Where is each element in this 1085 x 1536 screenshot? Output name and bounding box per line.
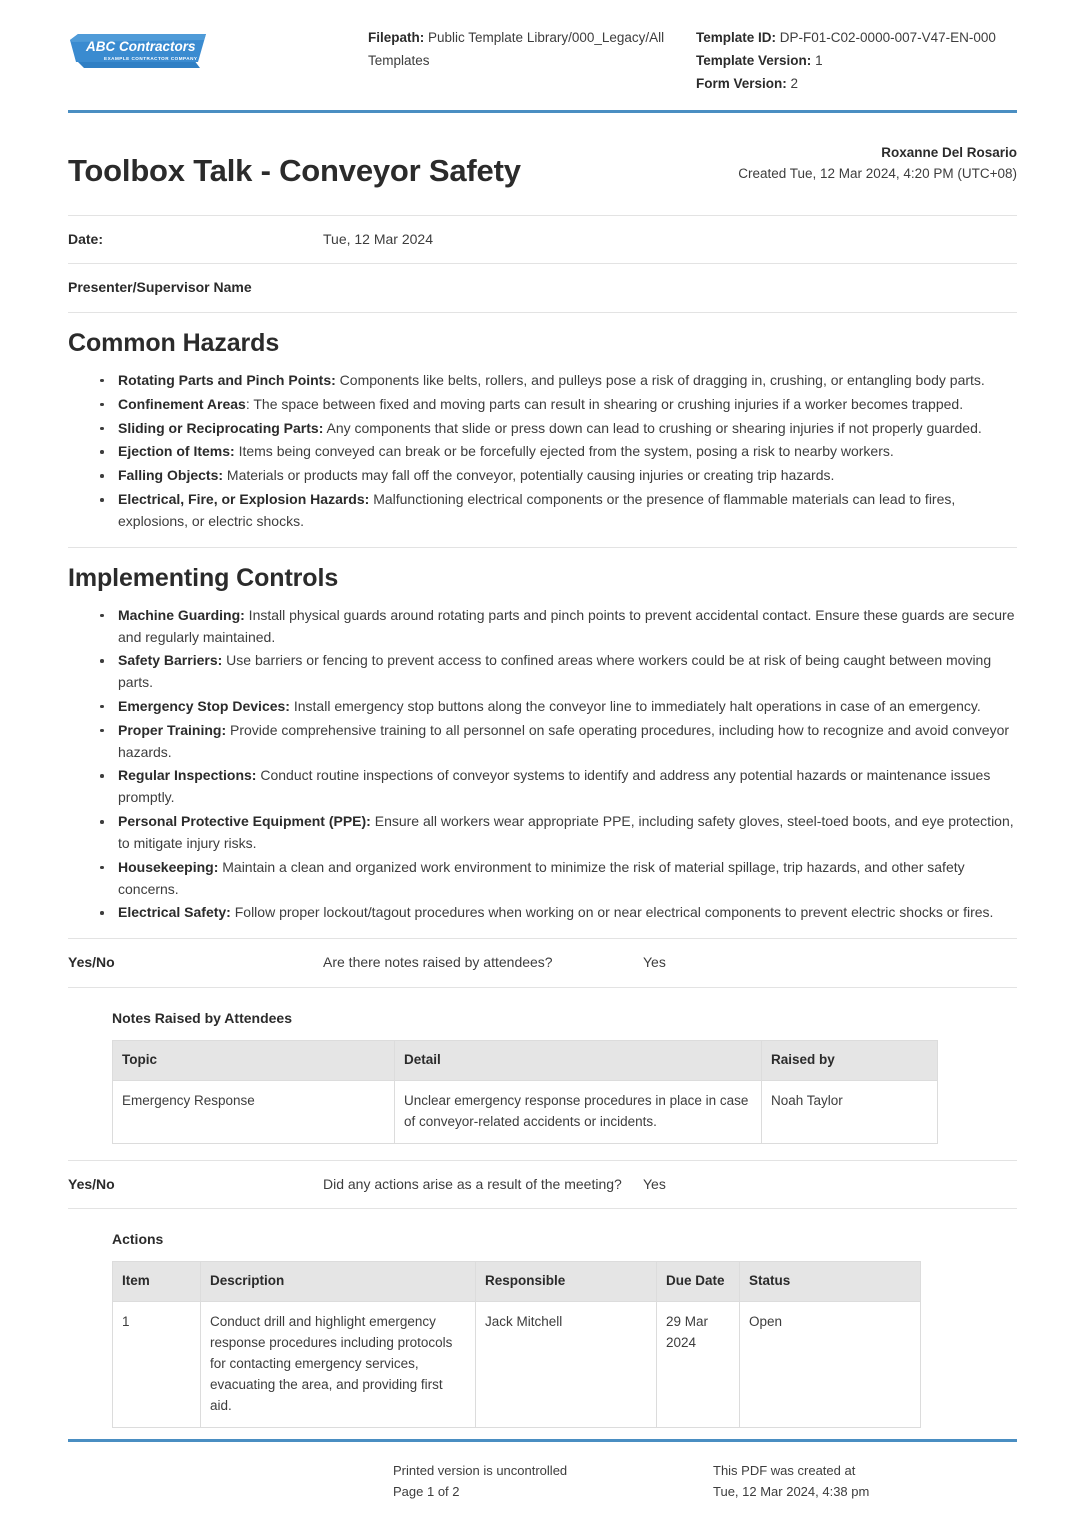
footer-columns xyxy=(68,1442,1017,1502)
control-text: Provide comprehensive training to all personnel on safe operating procedures, including how to recognize and avoid conveyor hazards. xyxy=(118,721,1010,760)
cell-description: Conduct drill and highlight emergency response procedures including protocols for contacting emergency services, evacuating the area, and providing first aid. xyxy=(201,1302,476,1428)
list-item xyxy=(116,418,1017,440)
control-text: Install physical guards around rotating parts and pinch points to prevent accidental contact. Ensure these guards are secure and regularly maintained. xyxy=(118,606,1015,645)
table-header-row xyxy=(113,1262,921,1302)
page-title: Toolbox Talk - Conveyor Safety xyxy=(68,152,521,188)
table-row xyxy=(113,1080,938,1143)
filepath-value: Public Template Library/000_Legacy/All Templates xyxy=(368,30,665,69)
control-text: Conduct routine inspections of conveyor systems to identify and address any potential hazards or maintenance issues promptly. xyxy=(118,767,991,806)
cell-detail: Unclear emergency response procedures in place in case of conveyor-related accidents or incidents. xyxy=(395,1080,762,1143)
section-heading-implementing-controls: Implementing Controls xyxy=(68,563,339,592)
actions-table xyxy=(112,1261,921,1428)
filepath-meta xyxy=(368,24,688,72)
actions-question-answer: Yes xyxy=(643,1175,666,1192)
hazard-text: Malfunctioning electrical components or the presence of flammable materials can lead to fires, explosions, or electric shocks. xyxy=(118,491,956,529)
column-header-responsible: Responsible xyxy=(476,1262,657,1302)
actions-question-row xyxy=(68,1160,1017,1209)
printed-notice: Printed version is uncontrolled xyxy=(393,1462,568,1478)
section-implementing-controls xyxy=(68,547,1017,925)
cell-due-date: 29 Mar 2024 xyxy=(657,1302,740,1428)
presenter-field-row xyxy=(68,263,1017,312)
list-item xyxy=(116,465,1017,487)
footer-left xyxy=(393,1460,713,1502)
page-number: Page 1 of 2 xyxy=(393,1483,460,1499)
column-header-due-date: Due Date xyxy=(657,1262,740,1302)
date-field-row xyxy=(68,215,1017,264)
created-timestamp: Created Tue, 12 Mar 2024, 4:20 PM (UTC+08) xyxy=(738,165,1017,181)
footer-right xyxy=(713,1460,1017,1502)
notes-question-answer: Yes xyxy=(643,954,666,971)
status-badge: Open xyxy=(740,1302,921,1428)
control-term: Regular Inspections: xyxy=(118,767,257,784)
template-id-value: DP-F01-C02-0000-007-V47-EN-000 xyxy=(779,30,996,45)
control-text: Install emergency stop buttons along the conveyor line to immediately halt operations in case of an emergency. xyxy=(289,697,981,714)
list-item xyxy=(116,720,1017,764)
actions-table-title: Actions xyxy=(112,1231,164,1248)
notes-table xyxy=(112,1040,938,1144)
logo-graphic xyxy=(68,30,208,70)
control-term: Housekeeping: xyxy=(118,858,219,875)
actions-table-section xyxy=(68,1208,1017,1444)
hazard-text: Any components that slide or press down can lead to crushing or shearing injuries if not properly guarded. xyxy=(323,419,982,436)
cell-raised-by: Noah Taylor xyxy=(762,1080,938,1143)
control-text: Maintain a clean and organized work environment to minimize the risk of material spillage, trip hazards, and other safety concerns. xyxy=(118,858,965,897)
control-text: Ensure all workers wear appropriate PPE, including safety gloves, steel-toed boots, and eye protection, to mitigate injury risks. xyxy=(118,813,1014,851)
abc-contractors-logo-icon xyxy=(68,30,208,72)
actions-question-text: Did any actions arise as a result of the meeting? xyxy=(323,1175,622,1192)
list-item xyxy=(116,696,1017,718)
column-header-description: Description xyxy=(201,1262,476,1302)
list-item xyxy=(116,811,1017,855)
hazard-text: Items being conveyed can break or be forcefully ejected from the system, posing a risk to nearby workers. xyxy=(234,443,894,460)
column-header-topic: Topic xyxy=(113,1040,395,1080)
title-block xyxy=(68,113,1017,215)
control-term: Safety Barriers: xyxy=(118,652,223,669)
date-label: Date: xyxy=(68,230,104,247)
notes-table-section xyxy=(68,987,1017,1160)
control-text: Use barriers or fencing to prevent access to confined areas where workers could be at risk of being caught between moving parts. xyxy=(118,652,992,691)
control-term: Machine Guarding: xyxy=(118,606,245,623)
actions-question-label: Yes/No xyxy=(68,1175,115,1192)
form-version-value: 2 xyxy=(790,76,799,92)
control-text: Follow proper lockout/tagout procedures when working on or near electrical components to prevent electric shocks or fires. xyxy=(230,904,994,921)
list-item xyxy=(116,489,1017,533)
table-row xyxy=(113,1302,921,1428)
section-common-hazards xyxy=(68,312,1017,533)
hazard-term: Sliding or Reciprocating Parts: xyxy=(118,419,324,436)
control-term: Proper Training: xyxy=(118,721,227,738)
notes-question-row xyxy=(68,938,1017,987)
filepath-label: Filepath: xyxy=(368,30,425,45)
list-item xyxy=(116,857,1017,901)
notes-question-label: Yes/No xyxy=(68,954,115,971)
hazard-text: Materials or products may fall off the conveyor, potentially causing injuries or creating trip hazards. xyxy=(223,467,835,484)
hazard-term: Confinement Areas xyxy=(118,395,246,412)
notes-question-text: Are there notes raised by attendees? xyxy=(323,954,553,971)
list-item xyxy=(116,650,1017,694)
cell-item: 1 xyxy=(113,1302,201,1428)
notes-table-title: Notes Raised by Attendees xyxy=(112,1009,292,1026)
presenter-label: Presenter/Supervisor Name xyxy=(68,279,252,296)
column-header-status: Status xyxy=(740,1262,921,1302)
hazards-list xyxy=(68,370,1017,533)
template-id-row xyxy=(696,26,1017,49)
cell-topic: Emergency Response xyxy=(113,1080,395,1143)
template-version-value: 1 xyxy=(815,53,823,69)
list-item xyxy=(116,394,1017,416)
list-item xyxy=(116,902,1017,924)
date-value: Tue, 12 Mar 2024 xyxy=(323,230,433,247)
svg-text:EXAMPLE CONTRACTOR COMPANY: EXAMPLE CONTRACTOR COMPANY xyxy=(104,56,198,61)
notes-table-wrap xyxy=(68,1004,1017,1160)
actions-table-wrap xyxy=(68,1225,1017,1444)
list-item xyxy=(116,441,1017,463)
template-meta xyxy=(688,24,1017,96)
column-header-detail: Detail xyxy=(395,1040,762,1080)
document-footer xyxy=(68,1439,1017,1502)
pdf-created-label: This PDF was created at xyxy=(713,1462,856,1478)
template-id-label: Template ID: xyxy=(696,30,777,45)
control-term: Personal Protective Equipment (PPE): xyxy=(118,813,371,830)
svg-text:ABC Contractors: ABC Contractors xyxy=(86,39,196,54)
section-heading-common-hazards: Common Hazards xyxy=(68,328,280,357)
list-item xyxy=(116,605,1017,649)
template-version-row xyxy=(696,49,1017,72)
hazard-term: Rotating Parts and Pinch Points: xyxy=(118,371,336,388)
cell-responsible: Jack Mitchell xyxy=(476,1302,657,1428)
template-version-label: Template Version: xyxy=(696,53,812,69)
author-block xyxy=(738,143,1017,189)
column-header-item: Item xyxy=(113,1262,201,1302)
document-header xyxy=(68,0,1017,110)
company-logo xyxy=(68,24,368,70)
form-version-label: Form Version: xyxy=(696,76,787,92)
hazard-term: Ejection of Items: xyxy=(118,443,235,460)
hazard-term: Falling Objects: xyxy=(118,467,224,484)
control-term: Electrical Safety: xyxy=(118,904,231,921)
control-term: Emergency Stop Devices: xyxy=(118,697,290,714)
column-header-raised-by: Raised by xyxy=(762,1040,938,1080)
controls-list xyxy=(68,605,1017,925)
list-item xyxy=(116,370,1017,392)
pdf-created-value: Tue, 12 Mar 2024, 4:38 pm xyxy=(713,1483,870,1499)
hazard-term: Electrical, Fire, or Explosion Hazards: xyxy=(118,491,370,508)
author-name: Roxanne Del Rosario xyxy=(881,144,1017,160)
hazard-text: : The space between fixed and moving parts can result in shearing or crushing injuries if a worker becomes trapped. xyxy=(245,395,964,412)
form-version-row xyxy=(696,72,1017,95)
list-item xyxy=(116,765,1017,809)
table-header-row xyxy=(113,1040,938,1080)
hazard-text: Components like belts, rollers, and pulleys pose a risk of dragging in, crushing, or entangling body parts. xyxy=(335,371,985,388)
